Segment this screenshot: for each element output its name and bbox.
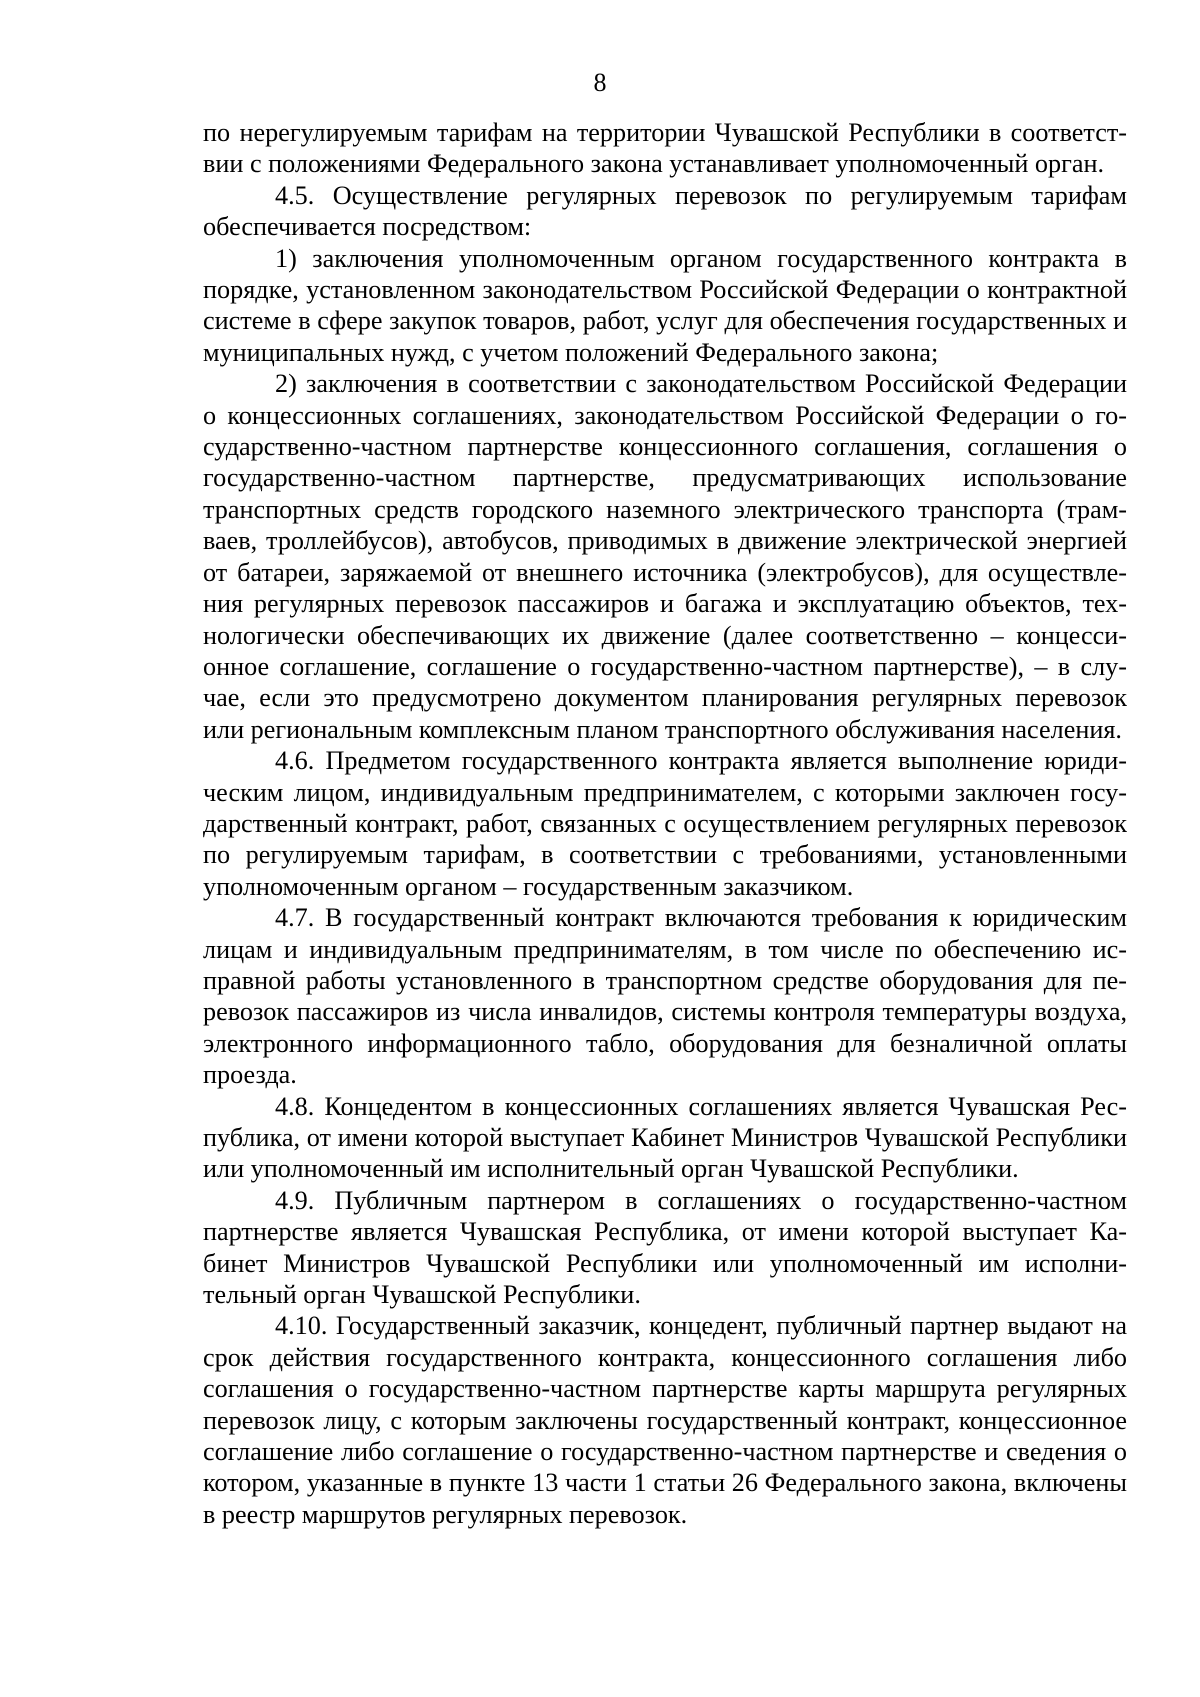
paragraph-4-8: 4.8. Концедентом в концессионных соглашениях является Чувашская Республика, от имени которой выступает Кабинет Министров Чувашской Республики или уполномоченный им исполнительный орган Чувашской Республики. [203, 1091, 1127, 1184]
paragraph-item-2: 2) заключения в соответствии с законодательством Российской Федерации о концессионных соглашениях, законодательством Российской Федерации о государственно-частном партнерстве концессионного соглашения, соглашения о государственно-частном партнерстве, предусматривающих использование транспортных средств городского наземного электрического транспорта (трамваев, троллейбусов), автобусов, приводимых в движение электрической энергией от батареи, заряжаемой от внешнего источника (электробусов), для осуществления регулярных перевозок пассажиров и багажа и эксплуатацию объектов, технологически обеспечивающих их движение (далее соответственно – концессионное соглашение, соглашение о государственно-частном партнерстве), – в случае, если это предусмотрено документом планирования регулярных перевозок или региональным комплексным планом транспортного обслуживания населения. [203, 369, 1127, 744]
paragraph-4-5: 4.5. Осуществление регулярных перевозок по регулируемым тарифам обеспечивается посредством: [203, 180, 1127, 242]
paragraph-continuation: по нерегулируемым тарифам на территории Чувашской Республики в соответствии с положениями Федерального закона устанавливает уполномоченный орган. [203, 118, 1127, 179]
document-body [203, 117, 1127, 1530]
paragraph-4-7: 4.7. В государственный контракт включаются требования к юридическим лицам и индивидуальным предпринимателям, в том числе по обеспечению исправной работы установленного в транспортном средстве оборудования для перевозок пассажиров из числа инвалидов, системы контроля температуры воздуха, электронного информационного табло, оборудования для безналичной оплаты проезда. [203, 903, 1127, 1090]
paragraph-4-10: 4.10. Государственный заказчик, концедент, публичный партнер выдают на срок действия государственного контракта, концессионного соглашения либо соглашения о государственно-частном партнерстве карты маршрута регулярных перевозок лицу, с которым заключены государственный контракт, концессионное соглашение либо соглашение о государственно-частном партнерстве и сведения о котором, указанные в пункте 13 части 1 статьи 26 Федерального закона, включены в реестр маршрутов регулярных перевозок. [203, 1311, 1127, 1529]
paragraph-4-9: 4.9. Публичным партнером в соглашениях о государственно-частном партнерстве является Чувашская Республика, от имени которой выступает Кабинет Министров Чувашской Республики или уполномоченный им исполнительный орган Чувашской Республики. [203, 1185, 1127, 1310]
page-number: 8 [593, 68, 607, 97]
paragraph-4-6: 4.6. Предметом государственного контракта является выполнение юридическим лицом, индивидуальным предпринимателем, с которыми заключен государственный контракт, работ, связанных с осуществлением регулярных перевозок по регулируемым тарифам, в соответствии с требованиями, установленными уполномоченным органом – государственным заказчиком. [203, 746, 1127, 901]
paragraph-item-1: 1) заключения уполномоченным органом государственного контракта в порядке, установленном законодательством Российской Федерации о контрактной системе в сфере закупок товаров, работ, услуг для обеспечения государственных и муниципальных нужд, с учетом положений Федерального закона; [203, 243, 1127, 367]
